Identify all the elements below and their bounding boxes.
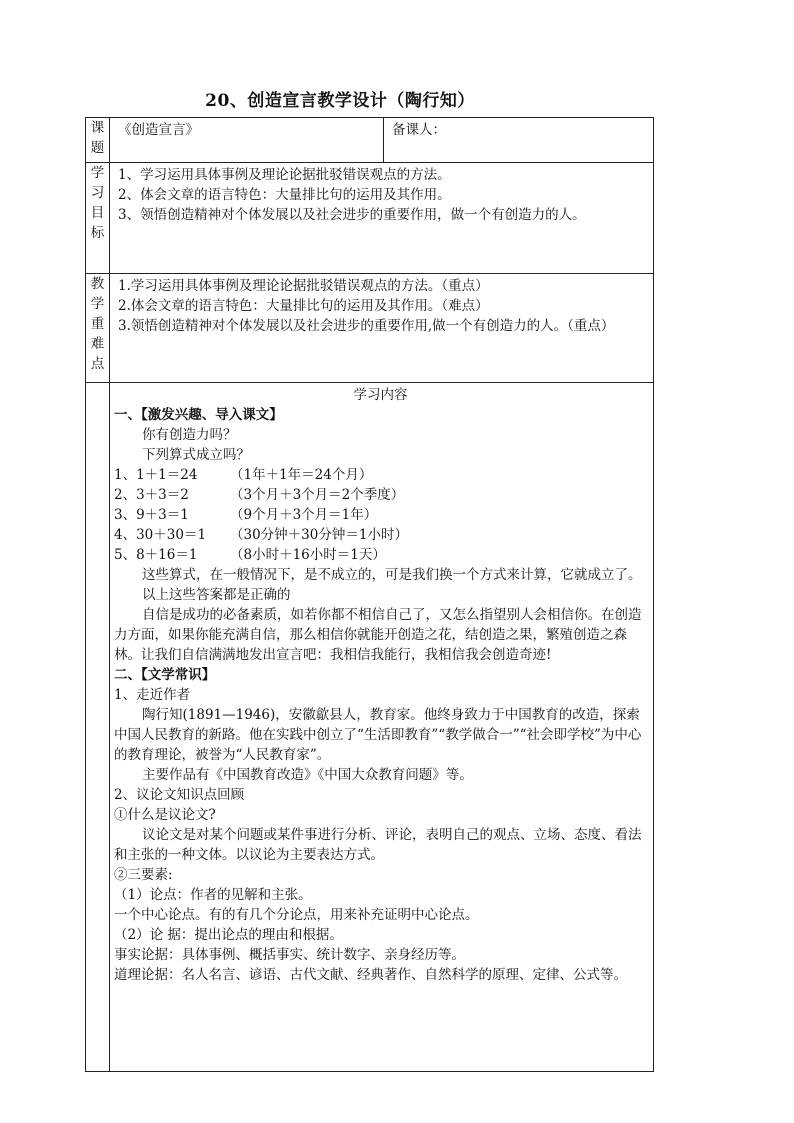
element-item: 事实论据：具体事例、概括事实、统计数字、亲身经历等。 [114,947,465,963]
equation-note: （3个月＋3个月＝2个季度） [230,487,405,503]
equation: 5、8＋16＝1 [114,547,198,563]
equation: 1、1＋1＝24 [114,467,198,483]
content-label-cell [86,383,110,1072]
section-title: 一、【激发兴趣、导入课文】 [114,407,283,423]
goals-label: 学 习 目 标 [86,163,110,274]
section-title: 二、【文学常识】 [114,667,216,683]
equation: 4、30＋30＝1 [114,527,207,543]
element-item: 道理论据：名人名言、谚语、古代文献、经典著作、自然科学的原理、定律、公式等。 [114,967,627,983]
goals-row [86,163,654,274]
equation-row [114,465,647,485]
paragraph: 以上这些答案都是正确的 [142,587,291,603]
content-heading: 学习内容 [353,387,408,403]
equation-row [114,545,647,565]
goal-item: 2、体会文章的语言特色：大量排比句的运用及其作用。 [118,187,451,203]
element-item: （2）论 据：提出论点的理由和根据。 [114,927,343,943]
element-item: 一个中心论点。有的有几个分论点，用来补充证明中心论点。 [114,907,479,923]
subsection-title: 2、议论文知识点回顾 [114,787,245,803]
subsection-title: ②三要素: [114,867,173,883]
focus-content [110,274,654,383]
goals-content [110,163,654,274]
goal-item: 1、学习运用具体事例及理论论据批驳错误观点的方法。 [118,167,451,183]
subsection-title: 1、走近作者 [114,687,191,703]
paragraph: 陶行知(1891—1946)，安徽歙县人，教育家。他终身致力于中国教育的改造，探索中国人民教育的新路。他在实践中创立了“生活即教育”“教学做合一”“社会即学校”为中心的教育理论，被誉为“人民教育家”。 [114,707,642,763]
equation: 2、3＋3＝2 [114,487,189,503]
content-row [86,383,654,1072]
topic-label: 课 题 [86,118,110,163]
paragraph: 这些算式，在一般情况下，是不成立的，可是我们换一个方式来计算，它就成立了。 [142,567,642,583]
equation-note: （8小时＋16小时＝1天） [230,547,386,563]
equation-note: （9个月＋3个月＝1年） [230,507,378,523]
focus-item: 3.领悟创造精神对个体发展以及社会进步的重要作用,做一个有创造力的人。（重点） [118,318,615,334]
equation-row [114,505,647,525]
focus-item: 2.体会文章的语言特色：大量排比句的运用及其作用。（难点） [118,298,489,314]
equation-note: （1年＋1年＝24个月） [230,467,373,483]
paragraph: 议论文是对某个问题或某件事进行分析、评论，表明自己的观点、立场、态度、看法和主张的一种文体。以议论为主要表达方式。 [114,827,642,863]
equation-row [114,525,647,545]
document-title: 20、创造宣言教学设计（陶行知） [205,91,475,111]
focus-label: 教 学 重 难 点 [86,274,110,383]
focus-item: 1.学习运用具体事例及理论论据批驳错误观点的方法。（重点） [118,278,489,294]
element-item: （1）论点：作者的见解和主张。 [114,887,312,903]
equation-note: （30分钟＋30分钟＝1小时） [230,527,408,543]
paragraph: 主要作品有《中国教育改造》《中国大众教育问题》等。 [142,767,473,783]
topic-row [86,118,654,163]
equation-row [114,485,647,505]
question: 下列算式成立吗？ [142,447,250,463]
paragraph: 自信是成功的必备素质，如若你都不相信自己了，又怎么指望别人会相信你。在创造力方面，如果你能充满自信，那么相信你就能开创造之花，结创造之果，繁殖创造之森林。让我们自信满满地发出宣言吧：我相信我能行，我相信我会创造奇迹! [114,607,642,663]
question: 你有创造力吗？ [142,427,237,443]
preparer-label: 备课人： [384,118,654,163]
goal-item: 3、领悟创造精神对个体发展以及社会进步的重要作用，做一个有创造力的人。 [118,207,586,223]
lesson-plan-table [85,117,654,1072]
learning-content [110,383,654,1072]
question: ①什么是议论文? [114,807,216,823]
focus-row [86,274,654,383]
topic-value: 《创造宣言》 [110,118,384,163]
equation: 3、9＋3＝1 [114,507,189,523]
